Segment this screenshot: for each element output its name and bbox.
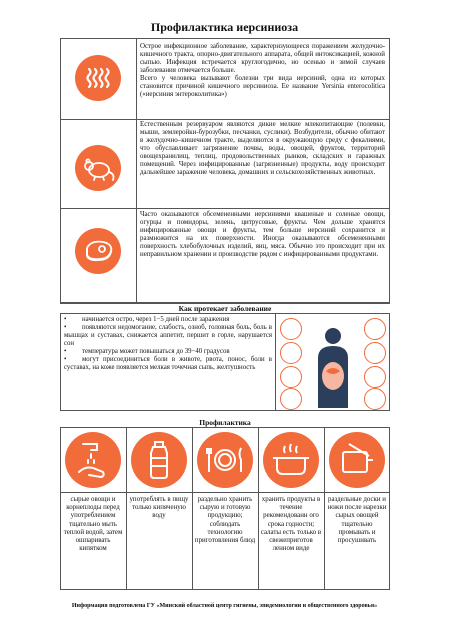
row3-paragraph: Часто оказываются обсемененными иерсиниями квашеные и соленые овощи, огурцы и помидоры, зелень, цитрусовые, фрукты. Чем дольше хранятся инфицированные овощи и фрукты, тем больше иерсиний сохранится и размножится на их поверхности. Иногда оказываются обсемененными поверхность хлебобулочных изделий, яиц, мяса. Обычно это происходит при их неправильном хранении и производстве рядом с инфицированными продуктами.	[140, 211, 385, 259]
symptom-icon	[280, 388, 302, 410]
cutting-board-icon	[329, 432, 385, 488]
list-item: • могут присоединиться боли в животе, рвота, понос, боли в суставах, на коже появляется мелкая точечная сыпь, желтушность	[64, 356, 272, 372]
divider	[60, 492, 390, 493]
divider	[136, 38, 137, 303]
divider	[275, 313, 276, 411]
list-item: • начинается остро, через 1−5 дней после заражения	[64, 316, 230, 323]
symptom-icon	[364, 318, 386, 340]
row1-text	[140, 43, 385, 99]
cooking-pot-icon	[263, 432, 319, 488]
divider	[60, 313, 390, 314]
page-title: Профилактика иерсиниоза	[150, 20, 299, 34]
divider	[258, 427, 259, 590]
meat-icon	[75, 228, 121, 274]
prevention-text: хранить продукты в течение рекомендованн ого срока годности; салаты есть только в свежеприготов ленном виде	[260, 496, 322, 553]
list-item: • температура может повышаться до 39−40 градусов	[64, 348, 230, 356]
symptom-icon	[280, 366, 302, 388]
rash-skin-icon	[75, 55, 121, 101]
row2-paragraph: Естественным резервуаром являются дикие мелкие млекопитающие (полевки, мыши, землеройки-бурозубки, песчанки, суслики). Возбудители, обычно обитают в желудочно–кишечном тракте, выделяются в окружающую среду с фекалиями, что обуславливает загрязнение почвы, воды, овощей, фруктов, территорий овощехранилищ, теплиц, продовольственных рынков, складских и гаражных помещений. Через инфицированные (загрязненные) продукты, воду происходит дальнейшее заражение человека, домашних и сельскохозяйственных животных.	[140, 121, 385, 177]
divider	[60, 119, 390, 120]
symptom-icon	[364, 342, 386, 364]
hand-washing-icon	[65, 432, 121, 488]
water-bottle-icon	[131, 432, 187, 488]
symptom-icon	[364, 388, 386, 410]
divider	[60, 208, 390, 209]
symptom-icon	[280, 342, 302, 364]
plate-cutlery-icon	[197, 432, 253, 488]
row2-text	[140, 121, 385, 177]
disease-header: Как протекает заболевание	[178, 304, 272, 313]
divider	[192, 427, 193, 590]
row1-paragraph: Острое инфекционное заболевание, характеризующееся поражением желудочно-кишечного тракта, опорно-двигательного аппарата, общей интоксикацией, кожной сыпью. Инфекция встречается круглогодично, но осенью и зимой случаев заболевания отмечается больше.	[140, 43, 385, 75]
prevention-text: сырые овощи и корнеплоды перед употреблением тщательно мыть теплой водой, затем ошпаривать кипятком	[63, 496, 123, 553]
prevention-text: раздельно хранить сырую и готовую продукцию; соблюдать технологию приготовления блюд	[194, 496, 256, 545]
row1-paragraph: Всего у человека вызывают болезни три вида иерсиний, одна из которых становится причиной кишечного иерсиниоза. Ее название Yersinia enterocolitica («иерсиния энтероколитика»)	[140, 75, 385, 99]
divider	[60, 38, 61, 303]
list-item: • появляются недомогание, слабость, озноб, головная боль, боль в мышцах и суставах, снижается аппетит, першит в горле, нарушается сон	[64, 324, 272, 348]
prevention-text: раздельные доски и ножи после нарезки сырых овощей тщательно промывать и просушивать	[327, 496, 387, 545]
prevention-header: Профилактика	[199, 418, 251, 427]
symptom-icon	[364, 366, 386, 388]
rodent-icon	[75, 145, 121, 191]
divider	[324, 427, 325, 590]
footer-credit: Информация подготовлена ГУ «Минский областной центр гигиены, эпидемиологии и общественного здоровья»	[71, 603, 378, 609]
symptoms-list	[64, 316, 272, 372]
symptom-icon	[280, 318, 302, 340]
row3-text	[140, 211, 385, 259]
prevention-text: употреблять в пищу только кипяченую воду	[129, 496, 189, 520]
divider	[126, 427, 127, 590]
symptoms-illustration	[278, 316, 388, 408]
